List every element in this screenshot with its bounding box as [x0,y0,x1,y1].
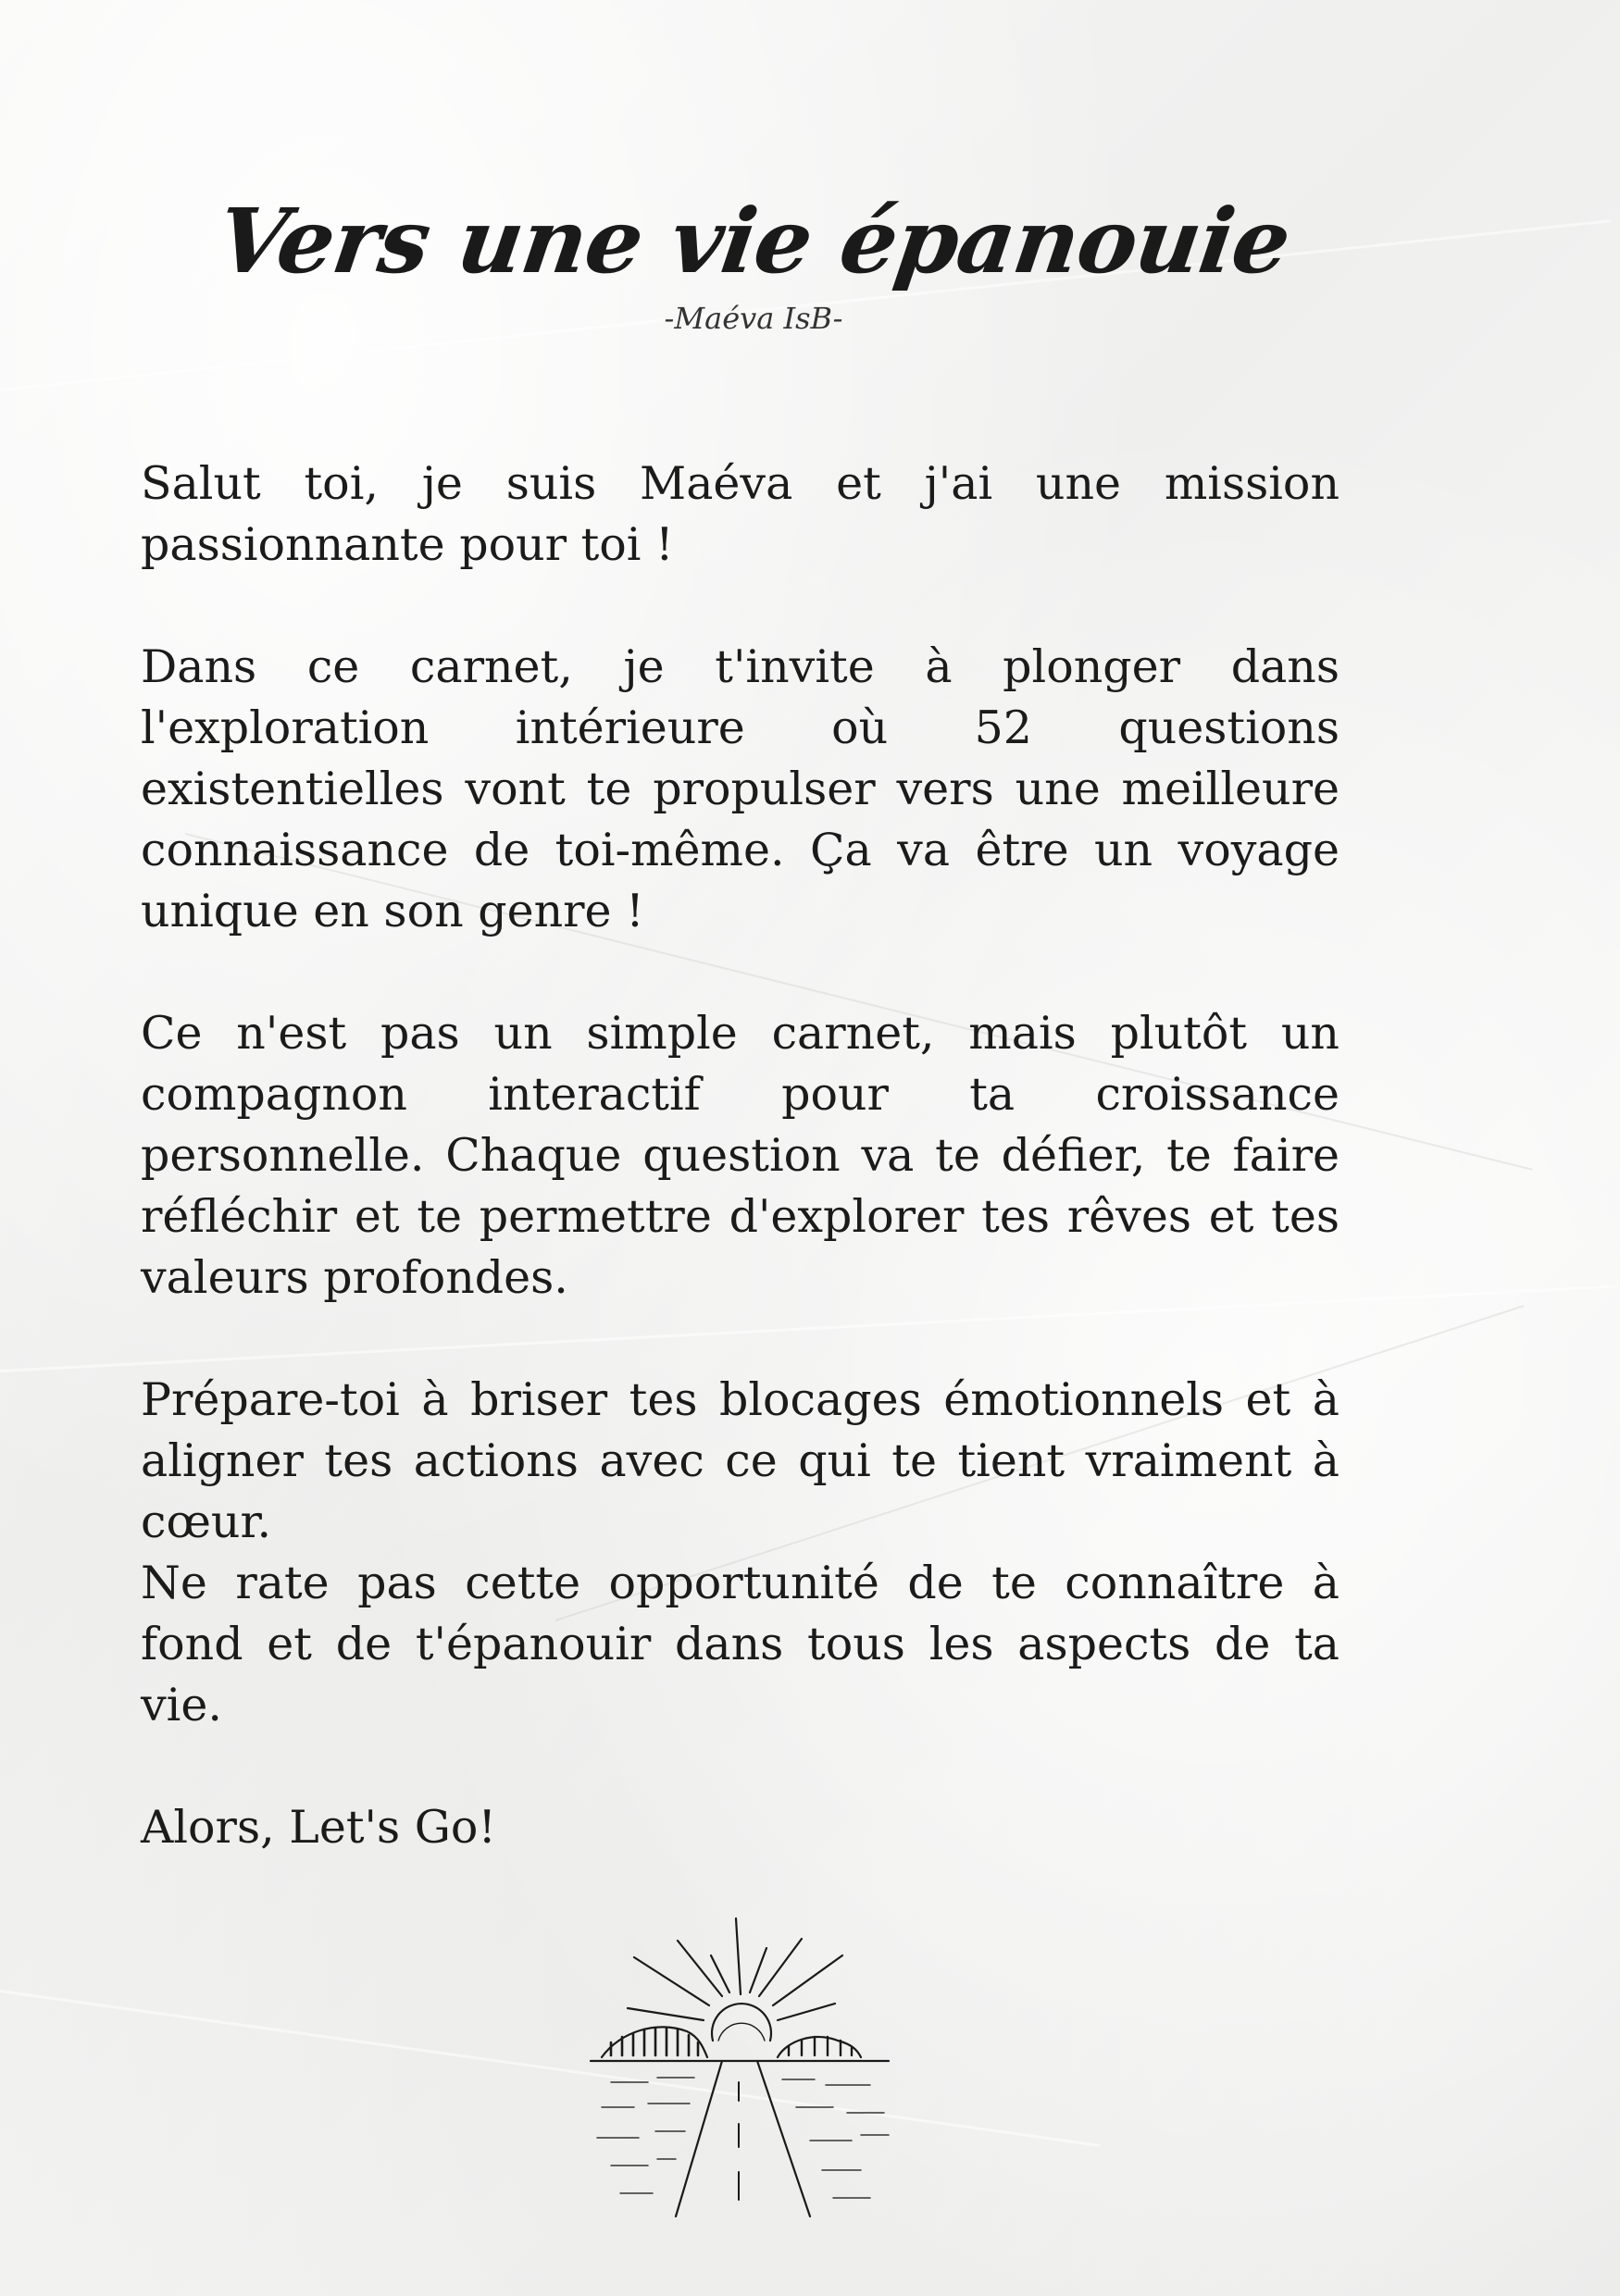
author-signature: -Maéva IsB- [664,301,843,336]
paragraph-opportunite: Ne rate pas cette opportunité de te connaître à fond et de t'épanouir dans tous les aspects de ta vie. [141,1557,1340,1731]
sunrise-road-sketch-icon [583,1902,898,2235]
page-title: Vers une vie épanouie [210,189,1297,294]
paragraph-carnet: Dans ce carnet, je t'invite à plonger dans l'exploration intérieure où 52 questions existentielles vont te propulser vers une meilleure connaissance de toi-même. Ça va être un voyage unique en son genre ! [141,640,1340,937]
body-text [141,453,1340,1919]
paragraph-lets-go: Alors, Let's Go! [141,1801,497,1854]
paragraph-compagnon: Ce n'est pas un simple carnet, mais plutôt un compagnon interactif pour ta croissance personnelle. Chaque question va te défier, te faire réfléchir et te permettre d'explorer tes rêves et tes valeurs profondes. [141,1007,1340,1304]
paragraph-prepare: Prépare-toi à briser tes blocages émotionnels et à aligner tes actions avec ce qui te tient vraiment à cœur. [141,1373,1340,1548]
paragraph-greeting: Salut toi, je suis Maéva et j'ai une mission passionnante pour toi ! [141,457,1340,571]
